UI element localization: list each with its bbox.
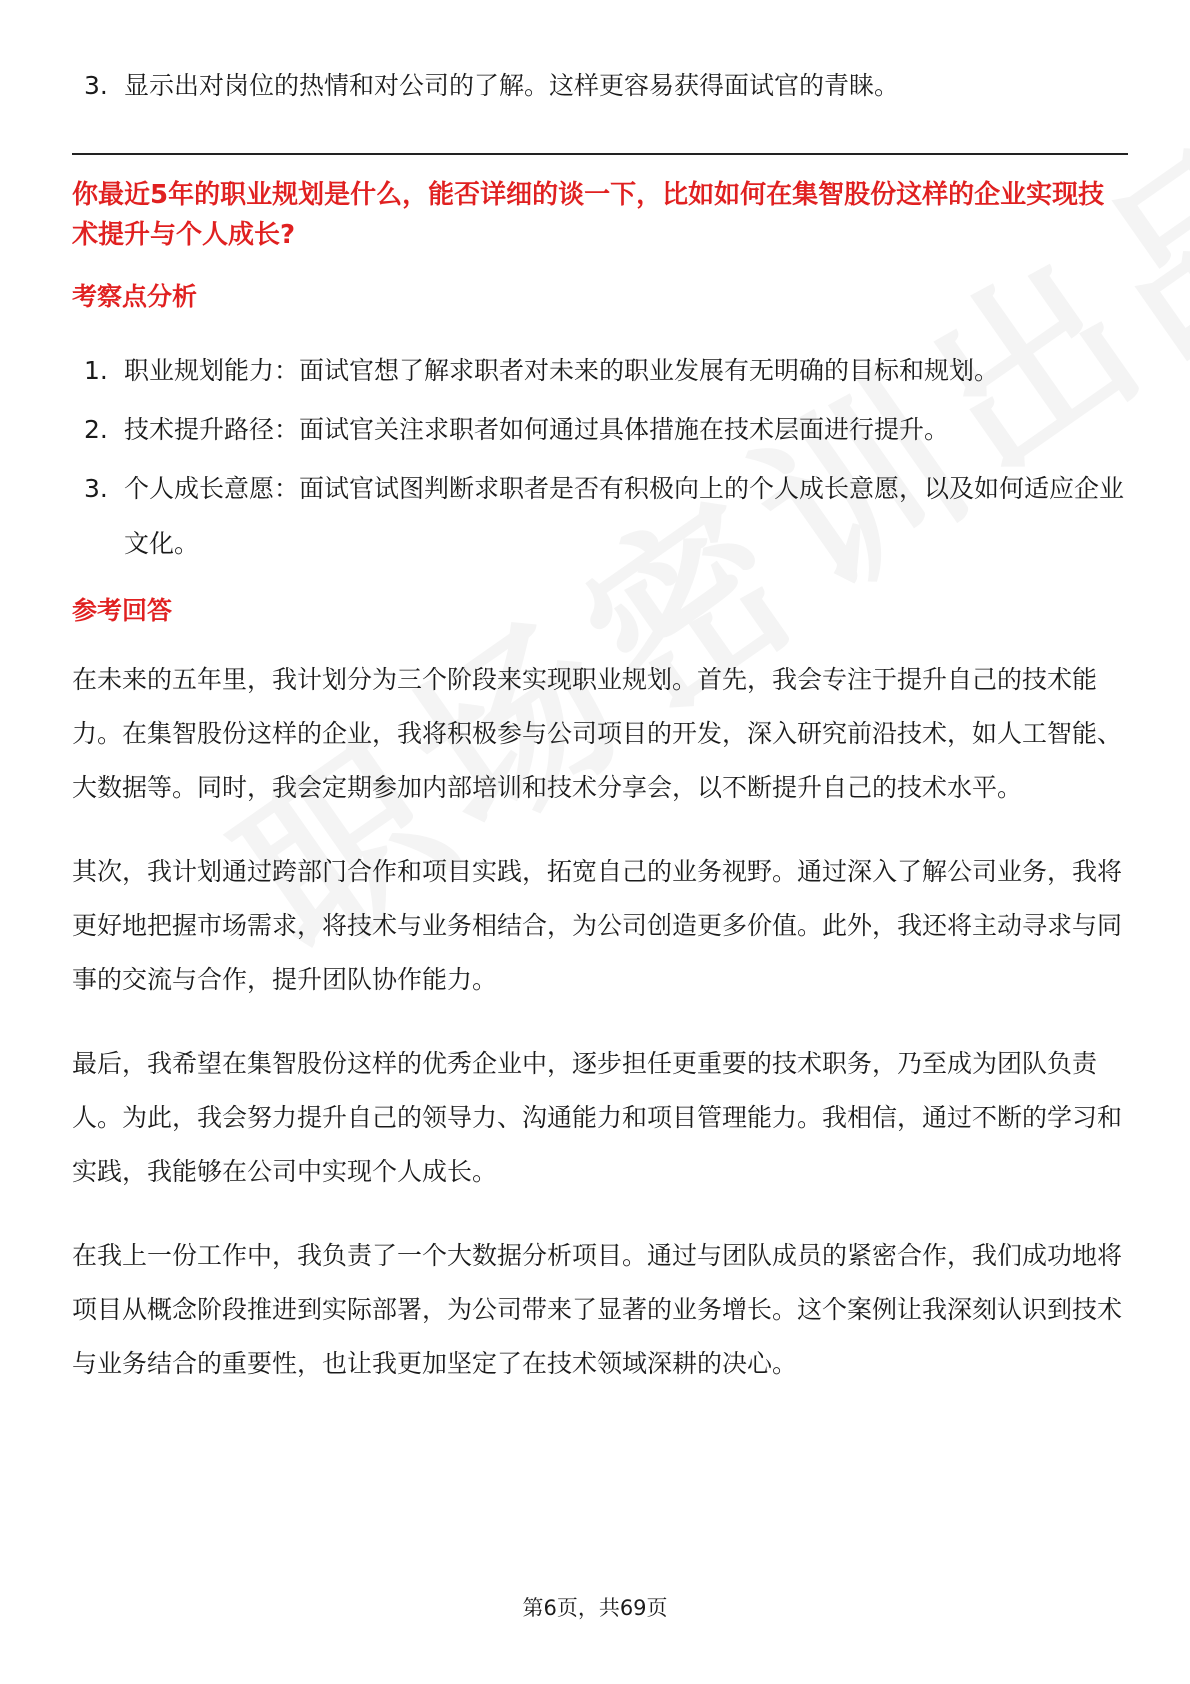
analysis-list xyxy=(72,343,1128,571)
analysis-heading: 考察点分析 xyxy=(72,282,198,311)
answer-heading: 参考回答 xyxy=(72,596,173,625)
list-item-number: 3. xyxy=(84,71,108,100)
answer-paragraph: 在我上一份工作中，我负责了一个大数据分析项目。通过与团队成员的紧密合作，我们成功地将项目从概念阶段推进到实际部署，为公司带来了显著的业务增长。这个案例让我深刻认识到技术与业务结合的重要性，也让我更加坚定了在技术领域深耕的决心。 xyxy=(72,1241,1123,1378)
list-item xyxy=(72,343,1128,398)
list-item-text: 职业规划能力：面试官想了解求职者对未来的职业发展有无明确的目标和规划。 xyxy=(124,356,1000,385)
list-item-text: 技术提升路径：面试官关注求职者如何通过具体措施在技术层面进行提升。 xyxy=(124,415,950,444)
section-divider xyxy=(72,153,1128,155)
list-item-text: 显示出对岗位的热情和对公司的了解。这样更容易获得面试官的青睐。 xyxy=(124,71,900,100)
list-item xyxy=(72,60,1128,111)
list-item-number: 1. xyxy=(84,356,108,385)
page-number-footer: 第6页，共69页 xyxy=(522,1596,668,1620)
list-item xyxy=(72,461,1128,571)
list-item-number: 3. xyxy=(84,474,108,503)
question-heading: 你最近5年的职业规划是什么，能否详细的谈一下，比如如何在集智股份这样的企业实现技术提升与个人成长? xyxy=(72,180,1105,250)
answer-paragraph: 在未来的五年里，我计划分为三个阶段来实现职业规划。首先，我会专注于提升自己的技术能力。在集智股份这样的企业，我将积极参与公司项目的开发，深入研究前沿技术，如人工智能、大数据等。同时，我会定期参加内部培训和技术分享会，以不断提升自己的技术水平。 xyxy=(72,665,1123,802)
answer-paragraph: 其次，我计划通过跨部门合作和项目实践，拓宽自己的业务视野。通过深入了解公司业务，我将更好地把握市场需求，将技术与业务相结合，为公司创造更多价值。此外，我还将主动寻求与同事的交流与合作，提升团队协作能力。 xyxy=(72,857,1123,994)
list-item-number: 2. xyxy=(84,415,108,444)
list-item xyxy=(72,402,1128,457)
list-item-text: 个人成长意愿：面试官试图判断求职者是否有积极向上的个人成长意愿，以及如何适应企业文化。 xyxy=(124,474,1125,558)
answer-paragraph: 最后，我希望在集智股份这样的优秀企业中，逐步担任更重要的技术职务，乃至成为团队负责人。为此，我会努力提升自己的领导力、沟通能力和项目管理能力。我相信，通过不断的学习和实践，我能够在公司中实现个人成长。 xyxy=(72,1049,1123,1186)
previous-list xyxy=(72,60,1128,111)
page-content xyxy=(72,60,1128,1391)
